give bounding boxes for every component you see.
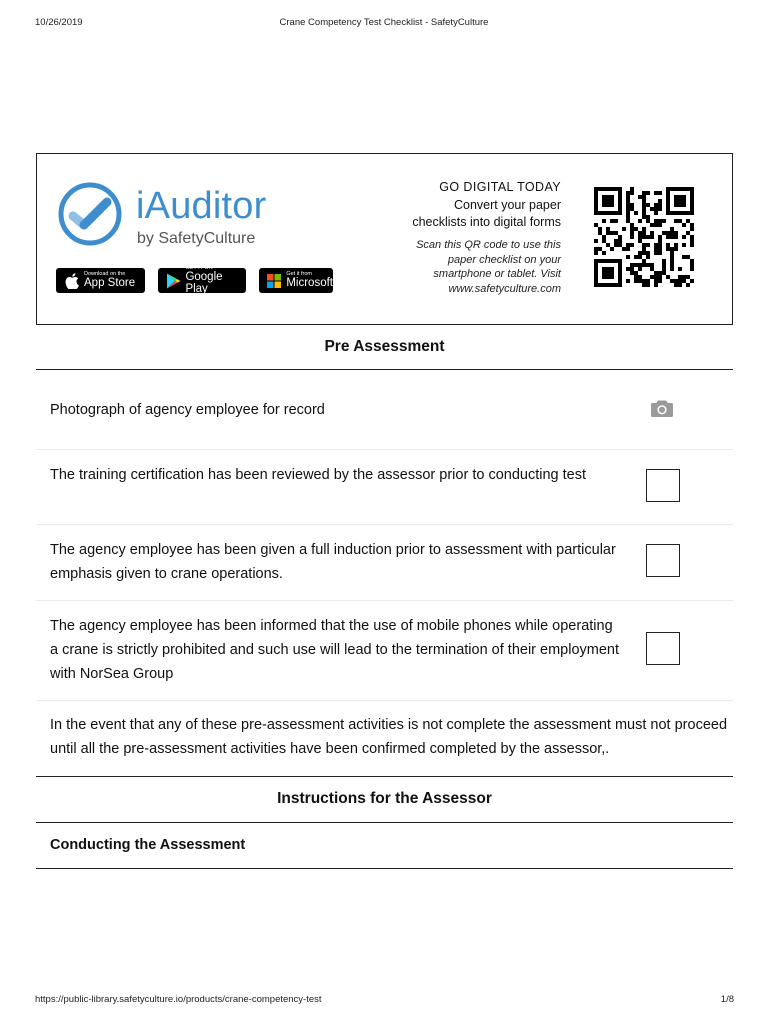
promo-heading: GO DIGITAL TODAY — [439, 180, 561, 194]
google-play-badge[interactable] — [158, 264, 246, 295]
row-divider — [36, 700, 733, 701]
pre-assessment-note: In the event that any of these pre-assessment activities is not complete the assessment must not proceed until all the pre-assessment activities have been confirmed completed by the assessor,. — [50, 717, 728, 757]
qr-code-icon — [592, 187, 696, 287]
checkbox-induction[interactable] — [646, 544, 680, 577]
camera-icon[interactable] — [650, 399, 674, 418]
instructions-title: Instructions for the Assessor — [277, 790, 492, 807]
google-play-small: GET IT ON — [185, 264, 213, 271]
promo-line-2: checklists into digital forms — [412, 215, 561, 229]
iauditor-banner — [36, 153, 733, 325]
promo-italic-line-4: www.safetyculture.com — [448, 282, 561, 295]
google-play-label: Google Play — [185, 271, 223, 295]
promo-italic-line-1: Scan this QR code to use this — [416, 239, 561, 251]
print-page-number: 1/8 — [720, 994, 734, 1005]
microsoft-label: Microsoft — [286, 277, 333, 289]
section-divider — [36, 776, 733, 777]
row-divider — [36, 449, 733, 450]
checklist-item-mobile-phones: The agency employee has been informed that the use of mobile phones while operating a crane is strictly prohibited and such use will lead to the termination of their employment with NorSea Group — [50, 618, 620, 682]
google-play-icon — [165, 272, 181, 289]
checklist-item-training: The training certification has been reviewed by the assessor prior to conducting test — [50, 467, 586, 483]
print-footer — [0, 994, 768, 1008]
brand-name: iAuditor — [136, 185, 267, 227]
apple-icon — [63, 272, 80, 289]
pre-assessment-title: Pre Assessment — [324, 338, 445, 355]
checklist-item-induction: The agency employee has been given a full induction prior to assessment with particular emphasis given to crane operations. — [50, 542, 616, 582]
microsoft-icon — [266, 272, 282, 289]
microsoft-badge[interactable] — [259, 268, 333, 293]
print-header — [0, 17, 768, 31]
promo-line-1: Convert your paper — [453, 198, 561, 212]
microsoft-small: Get it from — [286, 270, 313, 277]
promo-body — [367, 197, 561, 231]
checkbox-mobile-phones[interactable] — [646, 632, 680, 665]
promo-italic-line-2: paper checklist on your — [447, 253, 561, 266]
section-divider — [36, 369, 733, 370]
print-title: Crane Competency Test Checklist - SafetyCulture — [279, 17, 489, 28]
row-divider — [36, 524, 733, 525]
print-url: https://public-library.safetyculture.io/products/crane-competency-test — [35, 994, 322, 1005]
promo-instructions — [367, 238, 561, 296]
iauditor-logo-icon — [56, 181, 126, 247]
conducting-assessment-heading: Conducting the Assessment — [50, 837, 246, 853]
brand-subtitle: by SafetyCulture — [137, 230, 256, 247]
app-store-label: App Store — [84, 277, 136, 289]
promo-italic-line-3: smartphone or tablet. Visit — [433, 268, 561, 280]
print-date: 10/26/2019 — [35, 17, 83, 28]
row-divider — [36, 600, 733, 601]
app-store-badge[interactable] — [56, 268, 145, 293]
photo-item-label: Photograph of agency employee for record — [50, 402, 325, 418]
section-divider — [36, 868, 733, 869]
checkbox-training[interactable] — [646, 469, 680, 502]
app-store-small: Download on the — [84, 270, 126, 277]
section-divider — [36, 822, 733, 823]
